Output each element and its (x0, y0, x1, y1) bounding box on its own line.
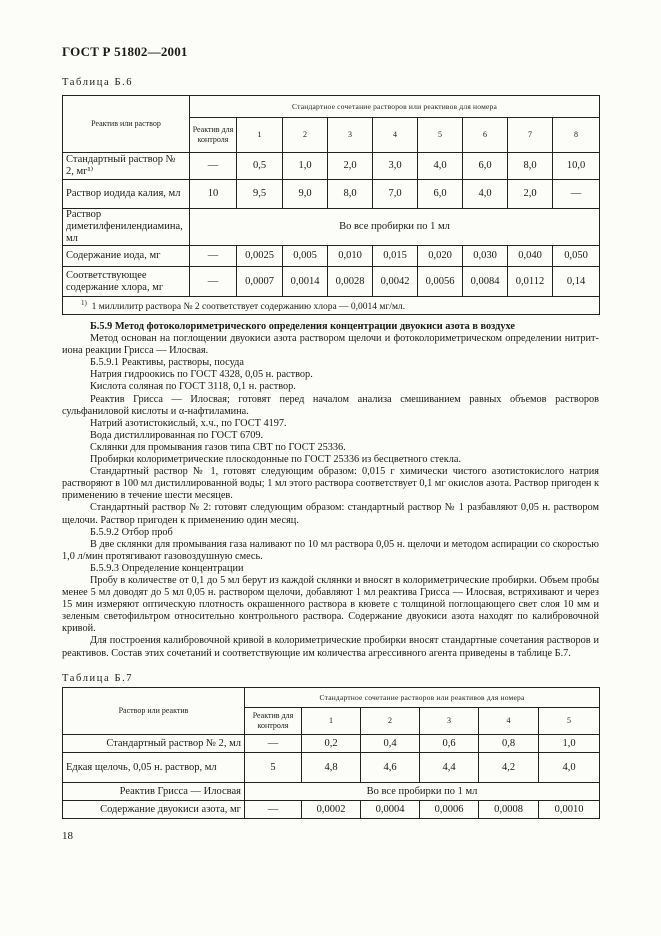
subsection-heading: Б.5.9.2 Отбор проб (90, 526, 173, 538)
number-header-cell: 6 (463, 118, 508, 153)
table-cell: — (245, 735, 302, 753)
paragraph: Реактив Грисса — Илосвая; готовят перед началом анализа смешиванием равных объемов растворов сульфаниловой кислоты и α-нафтиламина. (62, 393, 599, 417)
table-cell: 0,0002 (302, 801, 361, 819)
number-header-cell: 8 (553, 118, 600, 153)
table-cell: 10 (190, 180, 237, 209)
table-b6 (62, 95, 600, 315)
table-cell: 2,0 (328, 153, 373, 180)
row-label: Раствор иодида калия, мл (63, 180, 190, 209)
table-cell: 9,0 (283, 180, 328, 209)
row-label: Едкая щелочь, 0,05 н. раствор, мл (63, 753, 245, 783)
row-label: Стандартный раствор № 2, мл (63, 735, 245, 753)
table-cell: 1,0 (539, 735, 600, 753)
paragraph: В две склянки для промывания газа наливают по 10 мл раствора 0,05 н. щелочи и методом аспирации со скоростью 1,0 л/мин протягивают газовоздушную смесь. (62, 538, 599, 562)
table-cell: 0,0028 (328, 267, 373, 297)
table-cell: 0,0056 (418, 267, 463, 297)
table-cell: 5 (245, 753, 302, 783)
table-cell: 0,2 (302, 735, 361, 753)
number-header-cell: 1 (302, 708, 361, 735)
table-row (63, 246, 600, 267)
table-cell: — (190, 267, 237, 297)
table-b7 (62, 687, 600, 819)
table-cell: — (190, 153, 237, 180)
table-row (63, 801, 600, 819)
subsection-heading: Б.5.9.3 Определение концентрации (90, 562, 244, 574)
paragraph: Кислота соляная по ГОСТ 3118, 0,1 н. раствор. (90, 381, 296, 393)
table-header-row (63, 96, 600, 118)
number-header-cell: 5 (539, 708, 600, 735)
table-cell: 4,6 (361, 753, 420, 783)
table-cell: 4,0 (418, 153, 463, 180)
table-cell: 2,0 (508, 180, 553, 209)
table-cell: 4,4 (420, 753, 479, 783)
table-cell: 4,0 (463, 180, 508, 209)
paragraph: Для построения калибровочной кривой в колориметрические пробирки вносят стандартные сочетания растворов и реактивов. Состав этих сочетаний и соответствующие им количества агрессивного агента приведены в таблице Б.7. (62, 635, 599, 659)
table-cell: 8,0 (328, 180, 373, 209)
control-header-cell: Реактив для контроля (190, 118, 237, 153)
group-header-cell: Стандартное сочетание растворов или реактивов для номера (190, 96, 600, 118)
table-cell: 0,020 (418, 246, 463, 267)
number-header-cell: 7 (508, 118, 553, 153)
table-cell: 0,5 (237, 153, 283, 180)
row-label: Содержание двуокиси азота, мг (63, 801, 245, 819)
paragraph: Склянки для промывания газов типа СВТ по ГОСТ 25336. (90, 441, 346, 453)
table-cell: 8,0 (508, 153, 553, 180)
paragraph: Стандартный раствор № 2: готовят следующим образом: стандартный раствор № 1 разбавляют 0,05 н. раствором щелочи. Раствор пригоден к применению один месяц. (62, 502, 599, 526)
table-cell: 0,8 (479, 735, 539, 753)
table-cell: 0,14 (553, 267, 600, 297)
merged-cell: Во все пробирки по 1 мл (190, 209, 600, 246)
table-cell: 0,0042 (373, 267, 418, 297)
paragraph: Пробирки колориметрические плоскодонные по ГОСТ 25336 из бесцветного стекла. (90, 454, 462, 466)
table-cell: 1,0 (283, 153, 328, 180)
table-cell: 0,0014 (283, 267, 328, 297)
row-label: Стандартный раствор № 2, мг¹⁾ (63, 153, 190, 180)
control-header-cell: Реактив для контроля (245, 708, 302, 735)
table-cell: 0,030 (463, 246, 508, 267)
number-header-cell: 3 (420, 708, 479, 735)
number-header-cell: 4 (479, 708, 539, 735)
number-header-cell: 5 (418, 118, 463, 153)
table-cell: 0,050 (553, 246, 600, 267)
table-cell: 3,0 (373, 153, 418, 180)
paragraph: Пробу в количестве от 0,1 до 5 мл берут из каждой склянки и вносят в колориметрические пробирки. Объем пробы менее 5 мл доводят до 5 мл 0,05 н. раствором щелочи, добавляют 1 мл реактива Грисса — Илосвая, встряхивают и через 15 мин измеряют оптическую плотность окрашенного раствора в кювете с толщиной поглощающего свет слоя 10 мм и зеленым светофильтром относительно контрольного раствора. Содержание двуокиси азота находят по калибровочной кривой. (62, 574, 599, 635)
body-text (62, 321, 599, 660)
group-header-cell: Стандартное сочетание растворов или реактивов для номера (245, 688, 600, 708)
paragraph: Натрия гидроокись по ГОСТ 4328, 0,05 н. раствор. (90, 369, 313, 381)
table-cell: 0,0112 (508, 267, 553, 297)
footnote-row (63, 297, 600, 315)
table-b7-caption: Таблица Б.7 (62, 673, 134, 684)
row-label: Реактив Грисса — Илосвая (63, 783, 245, 801)
paragraph: Вода дистиллированная по ГОСТ 6709. (90, 429, 264, 441)
number-header-cell: 2 (283, 118, 328, 153)
table-cell: — (553, 180, 600, 209)
row-header-cell: Раствор или реактив (63, 688, 245, 735)
table-cell: 0,6 (420, 735, 479, 753)
table-cell: 0,040 (508, 246, 553, 267)
number-header-cell: 2 (361, 708, 420, 735)
number-header-cell: 4 (373, 118, 418, 153)
section-heading: Б.5.9 Метод фотоколориметрического определения концентрации двуокиси азота в воздухе (90, 321, 515, 332)
table-cell: 4,0 (539, 753, 600, 783)
table-header-row (63, 688, 600, 708)
paragraph: Метод основан на поглощении двуокиси азота раствором щелочи и фотоколориметрическом определении нитрит-иона реакции Грисса — Илосвая. (62, 333, 599, 357)
table-cell: 4,2 (479, 753, 539, 783)
table-row (63, 783, 600, 801)
table-cell: 0,010 (328, 246, 373, 267)
table-cell: — (190, 246, 237, 267)
table-cell: 6,0 (463, 153, 508, 180)
table-cell: 0,4 (361, 735, 420, 753)
table-cell: 9,5 (237, 180, 283, 209)
number-header-cell: 1 (237, 118, 283, 153)
table-cell: 0,0008 (479, 801, 539, 819)
paragraph: Натрий азотистокислый, х.ч., по ГОСТ 4197. (90, 417, 287, 429)
table-cell: 0,0025 (237, 246, 283, 267)
footnote-text: 1 миллилитр раствора № 2 соответствует содержанию хлора — 0,0014 мг/мл. (91, 302, 406, 313)
table-cell: 10,0 (553, 153, 600, 180)
table-cell: 0,0004 (361, 801, 420, 819)
table-cell: 0,0084 (463, 267, 508, 297)
table-cell: 0,0006 (420, 801, 479, 819)
table-row (63, 209, 600, 246)
number-header-cell: 3 (328, 118, 373, 153)
table-cell: 0,0007 (237, 267, 283, 297)
row-label: Содержание иода, мг (63, 246, 190, 267)
table-row (63, 753, 600, 783)
table-cell: 0,015 (373, 246, 418, 267)
table-cell: 7,0 (373, 180, 418, 209)
merged-cell: Во все пробирки по 1 мл (245, 783, 600, 801)
row-label: Раствор диметилфенилендиамина, мл (63, 209, 190, 246)
footnote-cell (63, 297, 600, 315)
table-row (63, 267, 600, 297)
footnote-mark: 1) (81, 299, 87, 308)
table-cell: 6,0 (418, 180, 463, 209)
table-b6-caption: Таблица Б.6 (62, 77, 134, 88)
document-header: ГОСТ Р 51802—2001 (62, 44, 188, 59)
table-cell: 4,8 (302, 753, 361, 783)
table-cell: 0,0010 (539, 801, 600, 819)
paragraph: Стандартный раствор № 1, готовят следующим образом: 0,015 г химически чистого азотистокислого натрия растворяют в 100 мл дистиллированной воды; 1 мл этого раствора соответствует 0,1 мг окислов азота. Раствор пригоден к применению в течение шести месяцев. (62, 466, 599, 502)
table-row (63, 180, 600, 209)
page-number: 18 (62, 830, 73, 842)
subsection-heading: Б.5.9.1 Реактивы, растворы, посуда (90, 357, 244, 369)
table-row (63, 735, 600, 753)
table-cell: 0,005 (283, 246, 328, 267)
row-header-cell: Реактив или раствор (63, 96, 190, 153)
table-cell: — (245, 801, 302, 819)
table-row (63, 153, 600, 180)
row-label: Соответствующее содержание хлора, мг (63, 267, 190, 297)
